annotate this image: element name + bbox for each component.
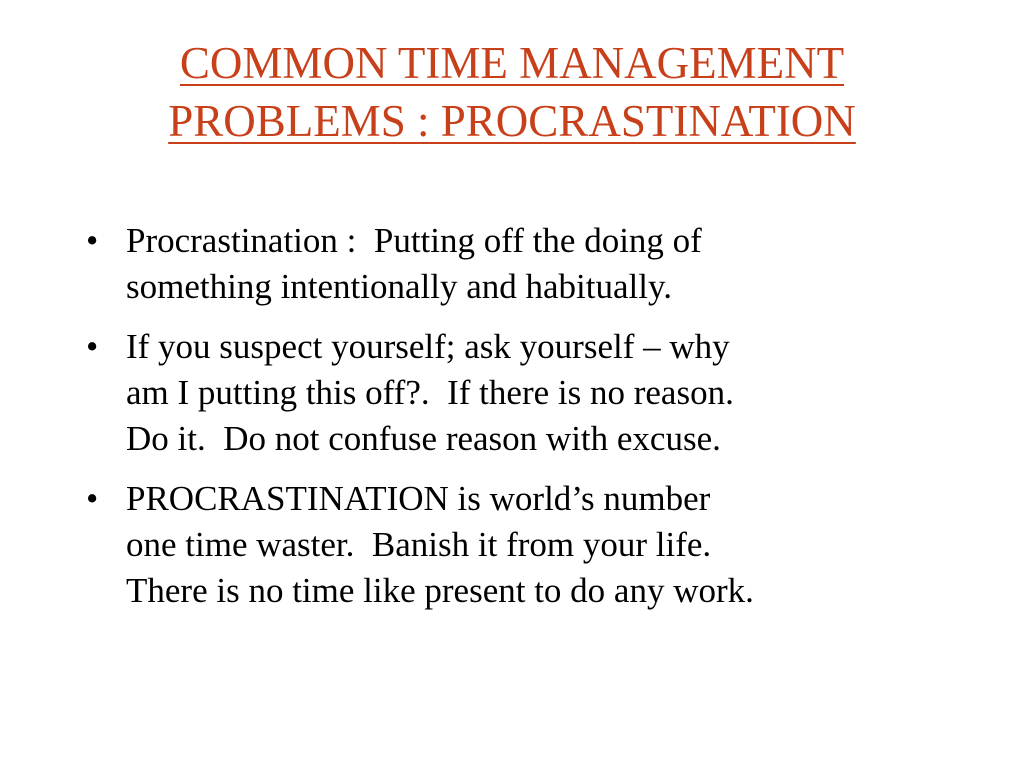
bullet-item (86, 324, 966, 462)
bullet-marker: • (86, 479, 99, 518)
bullet-item (86, 218, 966, 310)
bullet-line: If you suspect yourself; ask yourself – why (126, 327, 730, 366)
bullet-line: Do it. Do not confuse reason with excuse. (126, 419, 721, 458)
bullet-line: something intentionally and habitually. (126, 267, 672, 306)
title-line-1: COMMON TIME MANAGEMENT (179, 38, 845, 88)
bullet-line: one time waster. Banish it from your life. (126, 525, 712, 564)
title-line-2: PROBLEMS : PROCRASTINATION (168, 96, 856, 146)
bullet-list (86, 218, 966, 628)
bullet-marker: • (86, 327, 99, 366)
bullet-marker: • (86, 221, 99, 260)
slide-title (0, 34, 1024, 150)
bullet-line: PROCRASTINATION is world’s number (126, 479, 711, 518)
bullet-line: am I putting this off?. If there is no reason. (126, 373, 734, 412)
bullet-line: Procrastination : Putting off the doing of (126, 221, 702, 260)
bullet-line: There is no time like present to do any work. (126, 571, 754, 610)
bullet-item (86, 476, 966, 614)
